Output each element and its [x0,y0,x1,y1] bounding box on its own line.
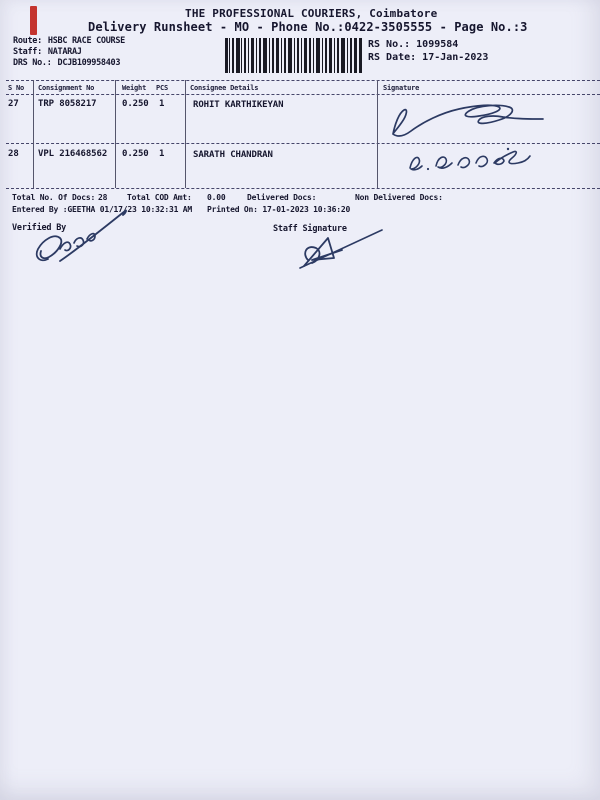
table-column-line-4 [377,80,378,188]
rs-date-value: 17-Jan-2023 [422,52,489,63]
total-docs-label: Total No. Of Docs: [12,193,96,202]
cell-s-no: 27 [8,99,19,109]
consignee-signature-row-28 [400,144,540,180]
drs-label: DRS No.: [13,58,52,68]
verified-by-signature [30,203,135,268]
route-value: HSBC RACE COURSE [47,36,125,46]
page-subtitle: Delivery Runsheet - MO - Phone No.:0422-3505555 - Page No.:3 [88,20,528,34]
delivered-docs-label: Delivered Docs: [247,193,317,202]
total-cod-value: 0.00 [207,193,226,202]
header-signature: Signature [383,84,420,92]
table-header-border [6,94,600,95]
header-s-no: S No [8,84,25,92]
cell-consignment-no: TRP 8058217 [38,99,97,109]
printed-on-line: Printed On: 17-01-2023 10:36:20 [207,205,351,214]
cell-consignment-no: VPL 216468562 [38,149,108,159]
header-weight: Weight [122,84,147,92]
red-pen-mark [30,6,37,35]
rs-no-line [368,39,458,51]
cell-pcs: 1 [159,99,165,109]
cell-consignee: SARATH CHANDRAN [193,150,273,160]
consignee-signature-row-27 [383,98,551,140]
rs-no-value: 1099584 [416,39,459,50]
non-delivered-docs-label: Non Delivered Docs: [355,193,443,202]
header-pcs: PCS [156,84,169,92]
page-title: THE PROFESSIONAL COURIERS, Coimbatore [185,7,438,20]
staff-line [13,48,82,58]
total-docs-value: 28 [98,193,108,202]
cell-weight: 0.250 [122,149,149,159]
staff-signature-scribble [294,224,386,270]
entered-by-line: Entered By :GEETHA 01/17/23 10:32:31 AM [12,205,193,214]
staff-value: NATARAJ [47,47,82,57]
drs-value: DCJB109958403 [57,58,121,68]
rs-date-line [368,52,488,64]
route-line [13,37,125,47]
staff-signature-label: Staff Signature [273,224,347,234]
barcode [225,38,362,73]
route-label: Route: [13,36,42,46]
rs-date-label: RS Date: [368,52,417,63]
cell-s-no: 28 [8,149,19,159]
table-column-line-3 [185,80,186,188]
drs-line [13,59,120,69]
total-cod-label: Total COD Amt: [127,193,192,202]
header-consignment-no: Consignment No [38,84,95,92]
table-column-line-1 [33,80,34,188]
table-bottom-border [6,188,600,189]
header-consignee-details: Consignee Details [190,84,259,92]
table-column-line-2 [115,80,116,188]
table-top-border [6,80,600,81]
cell-consignee: ROHIT KARTHIKEYAN [193,100,284,110]
verified-by-label: Verified By [12,223,67,233]
rs-no-label: RS No.: [368,39,411,50]
cell-pcs: 1 [159,149,165,159]
staff-label: Staff: [13,47,42,57]
cell-weight: 0.250 [122,99,149,109]
